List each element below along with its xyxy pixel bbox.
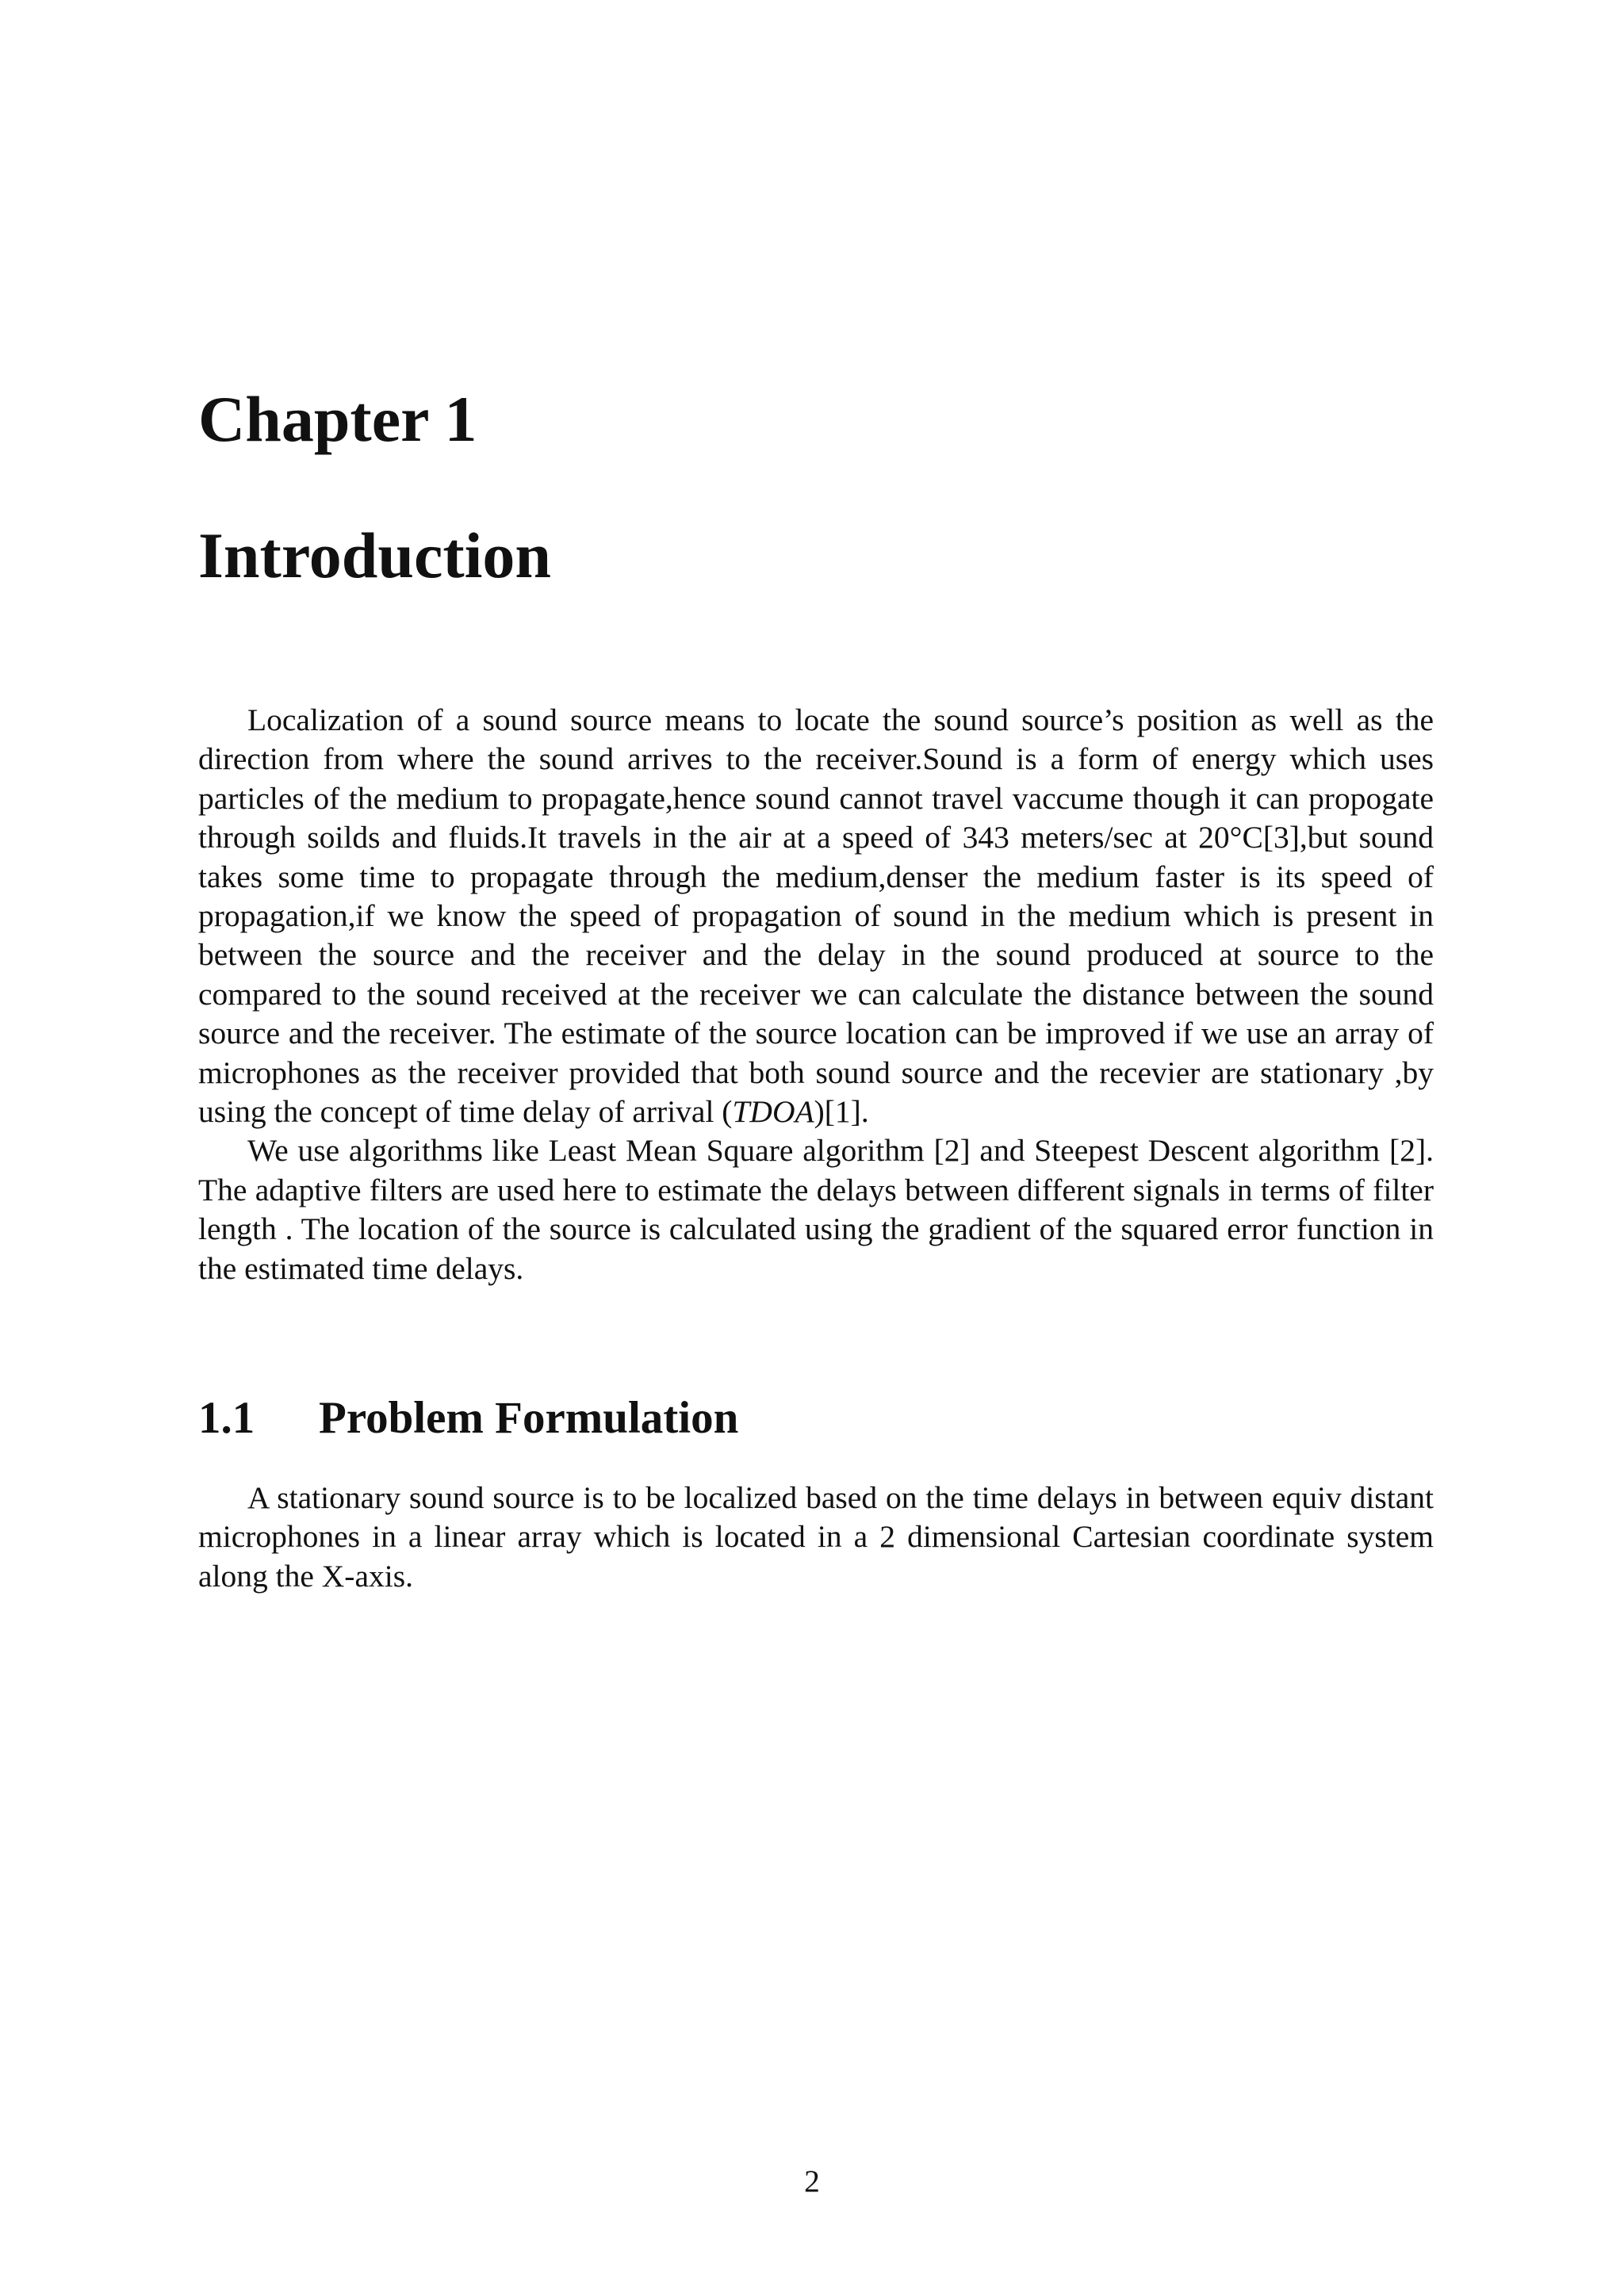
problem-formulation-section [198, 1479, 1434, 1596]
intro-paragraph-2: We use algorithms like Least Mean Square algorithm [2] and Steepest Descent algorithm [2]. The adaptive filters are used here to estimate the delays between different signals in terms of filter length . The location of the source is calculated using the gradient of the squared error function in the estimated time delays. [198, 1133, 1434, 1286]
section-paragraph: A stationary sound source is to be localized based on the time delays in between equiv distant microphones in a linear array which is located in a 2 dimensional Cartesian coordinate system along the X-axis. [198, 1480, 1434, 1594]
section-title: Problem Formulation [319, 1393, 739, 1443]
tdoa-citation: )[1]. [814, 1094, 869, 1130]
page-number: 2 [804, 2164, 820, 2198]
intro-section [198, 701, 1434, 1288]
section-number: 1.1 [198, 1393, 255, 1443]
chapter-title: Introduction [198, 519, 552, 591]
tdoa-term: TDOA [732, 1094, 814, 1130]
section-heading [198, 1395, 738, 1441]
intro-paragraph-1-text: Localization of a sound source means to locate the sound source’s position as well as the direction from where the sound arrives to the receiver.Sound is a form of energy which uses particles of the medium to propagate,hence sound cannot travel vaccume though it can propogate through soilds and fluids.It travels in the air at a speed of 343 meters/sec at 20°C[3],but sound takes some time to propagate through the medium,denser the medium faster is its speed of propagation,if we know the speed of propagation of sound in the medium which is present in between the source and the receiver and the delay in the sound produced at source to the compared to the sound received at the receiver we can calculate the distance between the sound source and the receiver. The estimate of the source location can be improved if we use an array of microphones as the receiver provided that both sound source and the recevier are stationary ,by using the concept of time delay of arrival ( [198, 702, 1434, 1130]
intro-paragraph-1 [198, 701, 1434, 1131]
chapter-label: Chapter 1 [198, 383, 477, 455]
